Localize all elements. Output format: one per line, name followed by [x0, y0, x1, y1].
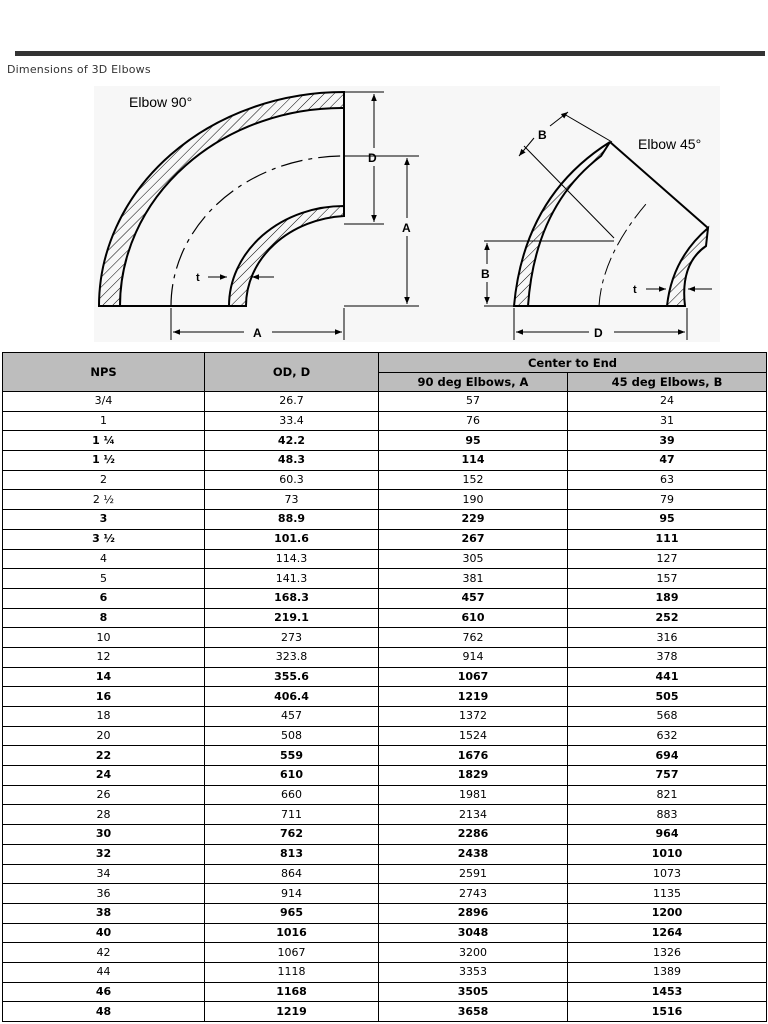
cell-od: 1016: [205, 923, 379, 943]
cell-90-deg: 1524: [379, 726, 568, 746]
cell-90-deg: 57: [379, 392, 568, 412]
cell-45-deg: 883: [568, 805, 767, 825]
cell-90-deg: 229: [379, 510, 568, 530]
cell-od: 114.3: [205, 549, 379, 569]
table-row: [3, 825, 767, 845]
cell-90-deg: 152: [379, 470, 568, 490]
cell-nps: 8: [3, 608, 205, 628]
cell-45-deg: 1010: [568, 844, 767, 864]
table-row: [3, 766, 767, 786]
cell-od: 965: [205, 903, 379, 923]
table-row: [3, 529, 767, 549]
header-center-to-end: Center to End: [379, 353, 767, 373]
cell-od: 219.1: [205, 608, 379, 628]
cell-nps: 40: [3, 923, 205, 943]
header-nps: NPS: [3, 353, 205, 392]
cell-90-deg: 3200: [379, 943, 568, 963]
cell-90-deg: 267: [379, 529, 568, 549]
cell-90-deg: 457: [379, 588, 568, 608]
cell-od: 48.3: [205, 451, 379, 471]
cell-od: 73: [205, 490, 379, 510]
cell-90-deg: 3048: [379, 923, 568, 943]
table-row: [3, 431, 767, 451]
cell-od: 508: [205, 726, 379, 746]
elbow-90-label: Elbow 90°: [129, 94, 193, 110]
table-row: [3, 451, 767, 471]
page-title: Dimensions of 3D Elbows: [7, 63, 151, 76]
cell-od: 273: [205, 628, 379, 648]
cell-od: 406.4: [205, 687, 379, 707]
cell-45-deg: 31: [568, 411, 767, 431]
cell-45-deg: 1453: [568, 982, 767, 1002]
table-row: [3, 746, 767, 766]
cell-nps: 46: [3, 982, 205, 1002]
table-row: [3, 903, 767, 923]
header-90-deg: 90 deg Elbows, A: [379, 373, 568, 392]
cell-nps: 32: [3, 844, 205, 864]
cell-nps: 1 ¼: [3, 431, 205, 451]
cell-45-deg: 79: [568, 490, 767, 510]
cell-od: 33.4: [205, 411, 379, 431]
table-body: [3, 392, 767, 1022]
cell-nps: 24: [3, 766, 205, 786]
cell-nps: 34: [3, 864, 205, 884]
cell-nps: 5: [3, 569, 205, 589]
cell-od: 914: [205, 884, 379, 904]
dim-b-label-diagonal: B: [538, 128, 547, 142]
cell-90-deg: 914: [379, 647, 568, 667]
cell-45-deg: 316: [568, 628, 767, 648]
cell-od: 88.9: [205, 510, 379, 530]
cell-45-deg: 821: [568, 785, 767, 805]
cell-90-deg: 76: [379, 411, 568, 431]
cell-90-deg: 190: [379, 490, 568, 510]
table-row: [3, 510, 767, 530]
top-rule: [15, 51, 765, 56]
cell-od: 355.6: [205, 667, 379, 687]
elbow-diagram: [94, 86, 720, 342]
elbow-90-outer-wall: [99, 92, 344, 306]
cell-90-deg: 95: [379, 431, 568, 451]
elbow-45-label: Elbow 45°: [638, 136, 702, 152]
cell-nps: 1 ½: [3, 451, 205, 471]
cell-90-deg: 2896: [379, 903, 568, 923]
cell-nps: 42: [3, 943, 205, 963]
dim-b-label-vertical: B: [481, 267, 490, 281]
cell-nps: 36: [3, 884, 205, 904]
table-row: [3, 687, 767, 707]
cell-45-deg: 1200: [568, 903, 767, 923]
table-row: [3, 608, 767, 628]
cell-nps: 2 ½: [3, 490, 205, 510]
cell-nps: 2: [3, 470, 205, 490]
cell-45-deg: 63: [568, 470, 767, 490]
table-row: [3, 411, 767, 431]
cell-45-deg: 127: [568, 549, 767, 569]
table-row: [3, 785, 767, 805]
cell-90-deg: 1372: [379, 707, 568, 727]
cell-90-deg: 610: [379, 608, 568, 628]
cell-90-deg: 1067: [379, 667, 568, 687]
cell-90-deg: 1981: [379, 785, 568, 805]
cell-45-deg: 252: [568, 608, 767, 628]
cell-45-deg: 1326: [568, 943, 767, 963]
cell-45-deg: 1516: [568, 1002, 767, 1022]
cell-od: 559: [205, 746, 379, 766]
dim-t-label-90: t: [196, 272, 200, 284]
cell-od: 1168: [205, 982, 379, 1002]
cell-90-deg: 1676: [379, 746, 568, 766]
cell-45-deg: 1389: [568, 962, 767, 982]
cell-od: 141.3: [205, 569, 379, 589]
header-od: OD, D: [205, 353, 379, 392]
cell-90-deg: 2134: [379, 805, 568, 825]
table-row: [3, 707, 767, 727]
cell-90-deg: 2591: [379, 864, 568, 884]
cell-45-deg: 111: [568, 529, 767, 549]
elbow-45-inner-wall: [667, 228, 708, 306]
cell-od: 323.8: [205, 647, 379, 667]
cell-45-deg: 47: [568, 451, 767, 471]
cell-45-deg: 964: [568, 825, 767, 845]
cell-nps: 1: [3, 411, 205, 431]
cell-45-deg: 378: [568, 647, 767, 667]
cell-od: 60.3: [205, 470, 379, 490]
cell-od: 813: [205, 844, 379, 864]
table-row: [3, 962, 767, 982]
cell-od: 660: [205, 785, 379, 805]
table-row: [3, 569, 767, 589]
cell-nps: 12: [3, 647, 205, 667]
dim-d-label-90: D: [368, 151, 377, 165]
cell-nps: 48: [3, 1002, 205, 1022]
dim-a-label-vertical: A: [402, 221, 411, 235]
cell-45-deg: 189: [568, 588, 767, 608]
cell-od: 1219: [205, 1002, 379, 1022]
cell-90-deg: 1829: [379, 766, 568, 786]
cell-90-deg: 114: [379, 451, 568, 471]
table-row: [3, 392, 767, 412]
table-row: [3, 805, 767, 825]
cell-nps: 14: [3, 667, 205, 687]
cell-od: 762: [205, 825, 379, 845]
elbow-90-inner-wall: [229, 206, 344, 306]
cell-od: 168.3: [205, 588, 379, 608]
cell-nps: 10: [3, 628, 205, 648]
table-row: [3, 588, 767, 608]
cell-nps: 18: [3, 707, 205, 727]
cell-nps: 16: [3, 687, 205, 707]
cell-90-deg: 762: [379, 628, 568, 648]
cell-90-deg: 3505: [379, 982, 568, 1002]
cell-nps: 3/4: [3, 392, 205, 412]
cell-nps: 3 ½: [3, 529, 205, 549]
cell-nps: 38: [3, 903, 205, 923]
cell-nps: 3: [3, 510, 205, 530]
cell-od: 1118: [205, 962, 379, 982]
cell-45-deg: 568: [568, 707, 767, 727]
table-row: [3, 884, 767, 904]
table-row: [3, 647, 767, 667]
dim-t-label-45: t: [633, 284, 637, 296]
cell-nps: 4: [3, 549, 205, 569]
cell-90-deg: 2438: [379, 844, 568, 864]
table-row: [3, 549, 767, 569]
table-row: [3, 726, 767, 746]
table-row: [3, 470, 767, 490]
cell-90-deg: 1219: [379, 687, 568, 707]
cell-45-deg: 505: [568, 687, 767, 707]
cell-90-deg: 2286: [379, 825, 568, 845]
cell-od: 101.6: [205, 529, 379, 549]
cell-45-deg: 1135: [568, 884, 767, 904]
cell-od: 864: [205, 864, 379, 884]
header-45-deg: 45 deg Elbows, B: [568, 373, 767, 392]
table-row: [3, 1002, 767, 1022]
cell-45-deg: 632: [568, 726, 767, 746]
cell-45-deg: 24: [568, 392, 767, 412]
cell-45-deg: 1264: [568, 923, 767, 943]
cell-od: 26.7: [205, 392, 379, 412]
dimensions-table: [2, 352, 767, 1022]
cell-90-deg: 381: [379, 569, 568, 589]
cell-nps: 22: [3, 746, 205, 766]
cell-90-deg: 2743: [379, 884, 568, 904]
cell-od: 610: [205, 766, 379, 786]
table-row: [3, 628, 767, 648]
cell-nps: 30: [3, 825, 205, 845]
cell-45-deg: 757: [568, 766, 767, 786]
dim-d-label-45: D: [594, 326, 603, 340]
cell-90-deg: 305: [379, 549, 568, 569]
cell-nps: 6: [3, 588, 205, 608]
cell-od: 42.2: [205, 431, 379, 451]
cell-nps: 20: [3, 726, 205, 746]
table-row: [3, 667, 767, 687]
cell-45-deg: 441: [568, 667, 767, 687]
table-row: [3, 844, 767, 864]
cell-90-deg: 3658: [379, 1002, 568, 1022]
table-row: [3, 864, 767, 884]
cell-od: 1067: [205, 943, 379, 963]
cell-nps: 44: [3, 962, 205, 982]
cell-od: 457: [205, 707, 379, 727]
cell-45-deg: 95: [568, 510, 767, 530]
cell-45-deg: 39: [568, 431, 767, 451]
elbow-45-outer-wall: [514, 142, 610, 306]
table-row: [3, 923, 767, 943]
cell-45-deg: 1073: [568, 864, 767, 884]
cell-nps: 28: [3, 805, 205, 825]
table-row: [3, 982, 767, 1002]
elbow-90-drawing: [99, 92, 419, 340]
table-row: [3, 943, 767, 963]
cell-45-deg: 157: [568, 569, 767, 589]
cell-45-deg: 694: [568, 746, 767, 766]
cell-nps: 26: [3, 785, 205, 805]
cell-od: 711: [205, 805, 379, 825]
cell-90-deg: 3353: [379, 962, 568, 982]
dim-a-label-horizontal: A: [253, 326, 262, 340]
table-row: [3, 490, 767, 510]
